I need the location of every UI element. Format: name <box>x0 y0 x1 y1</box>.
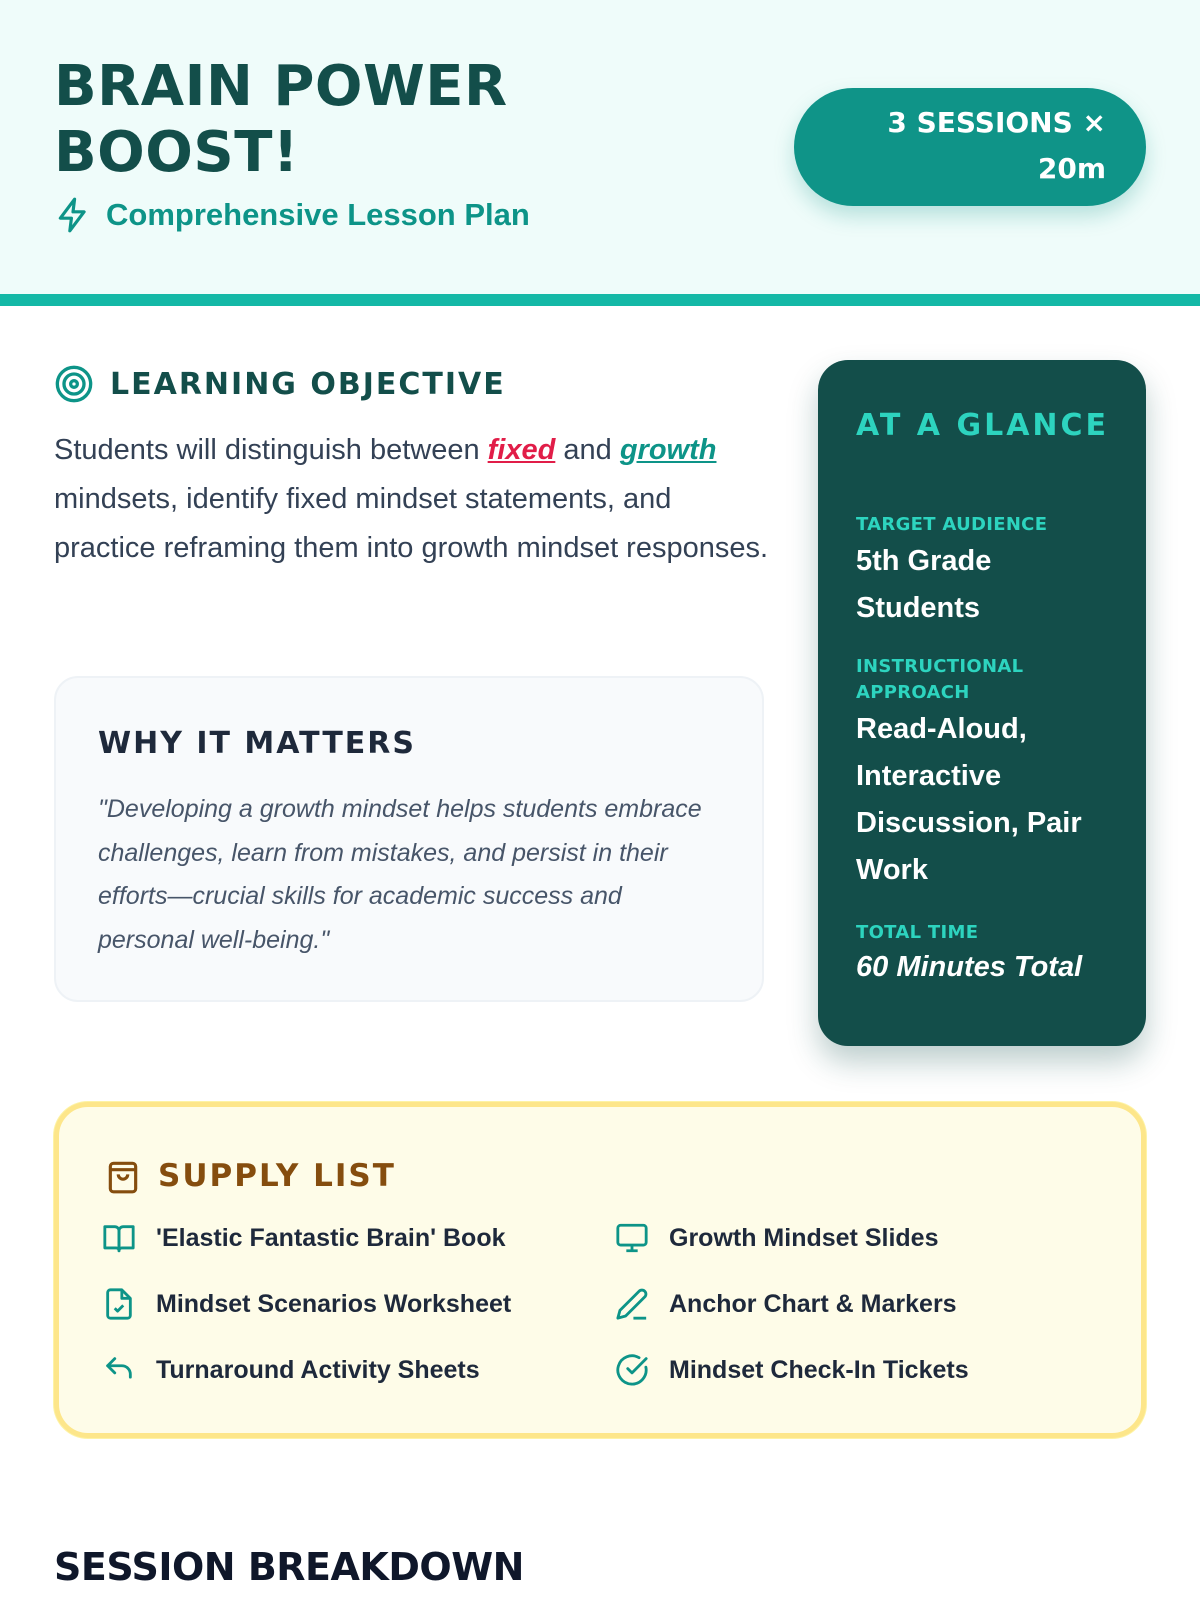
lesson-header <box>0 0 1200 296</box>
supply-title: SUPPLY LIST <box>158 1158 396 1194</box>
why-title: WHY IT MATTERS <box>98 726 416 761</box>
lesson-subtitle <box>54 196 530 234</box>
keyword-growth: growth <box>619 434 717 466</box>
supply-item-label: Turnaround Activity Sheets <box>156 1355 480 1384</box>
supply-item-label: Anchor Chart & Markers <box>669 1289 957 1318</box>
sessions-badge: 3 SESSIONS × 20m <box>794 88 1146 206</box>
undo-arrow-icon <box>102 1353 136 1387</box>
supply-item-label: Growth Mindset Slides <box>669 1223 939 1252</box>
audience-label: TARGET AUDIENCE <box>856 514 1048 535</box>
time-value: 60 Minutes Total <box>856 951 1083 983</box>
subtitle-text: Comprehensive Lesson Plan <box>106 197 530 232</box>
supply-item <box>615 1221 938 1255</box>
lightning-bolt-icon <box>54 196 92 234</box>
header-divider <box>0 294 1200 306</box>
supply-item <box>102 1221 506 1255</box>
pen-icon <box>615 1287 649 1321</box>
objective-heading <box>54 364 506 404</box>
supply-item <box>102 1353 480 1387</box>
audience-value: 5th Grade Students <box>856 545 992 624</box>
approach-label: INSTRUCTIONAL APPROACH <box>856 656 1024 703</box>
supply-heading <box>104 1157 396 1195</box>
supply-item <box>615 1353 969 1387</box>
shopping-bag-icon <box>104 1157 142 1195</box>
supply-item-label: Mindset Scenarios Worksheet <box>156 1289 512 1318</box>
objective-text-and: and <box>555 434 620 466</box>
file-check-icon <box>102 1287 136 1321</box>
objective-text-start: Students will distinguish between <box>54 434 488 466</box>
approach-value: Read-Aloud, Interactive Discussion, Pair Work <box>856 713 1082 886</box>
why-it-matters-card <box>54 676 764 1002</box>
keyword-fixed: fixed <box>487 434 556 466</box>
monitor-icon <box>615 1221 649 1255</box>
book-icon <box>102 1221 136 1255</box>
supply-item <box>615 1287 957 1321</box>
time-label: TOTAL TIME <box>856 922 979 943</box>
supply-item-label: Mindset Check-In Tickets <box>669 1355 969 1384</box>
supply-item-label: 'Elastic Fantastic Brain' Book <box>156 1223 506 1252</box>
glance-title: AT A GLANCE <box>856 408 1110 443</box>
session-breakdown-title: SESSION BREAKDOWN <box>54 1545 524 1589</box>
at-a-glance-card <box>818 360 1146 1046</box>
why-quote: "Developing a growth mindset helps students embrace challenges, learn from mistakes, and persist in their efforts—crucial skills for academic success and personal well-being." <box>98 795 702 954</box>
objective-text <box>54 426 774 573</box>
lesson-title: BRAIN POWER BOOST! <box>54 54 508 185</box>
target-icon <box>54 364 94 404</box>
supply-list-card <box>54 1102 1146 1438</box>
supply-item <box>102 1287 511 1321</box>
objective-title: LEARNING OBJECTIVE <box>110 366 506 402</box>
objective-text-end: mindsets, identify fixed mindset statements, and practice reframing them into growth mindset responses. <box>54 483 769 564</box>
check-circle-icon <box>615 1353 649 1387</box>
